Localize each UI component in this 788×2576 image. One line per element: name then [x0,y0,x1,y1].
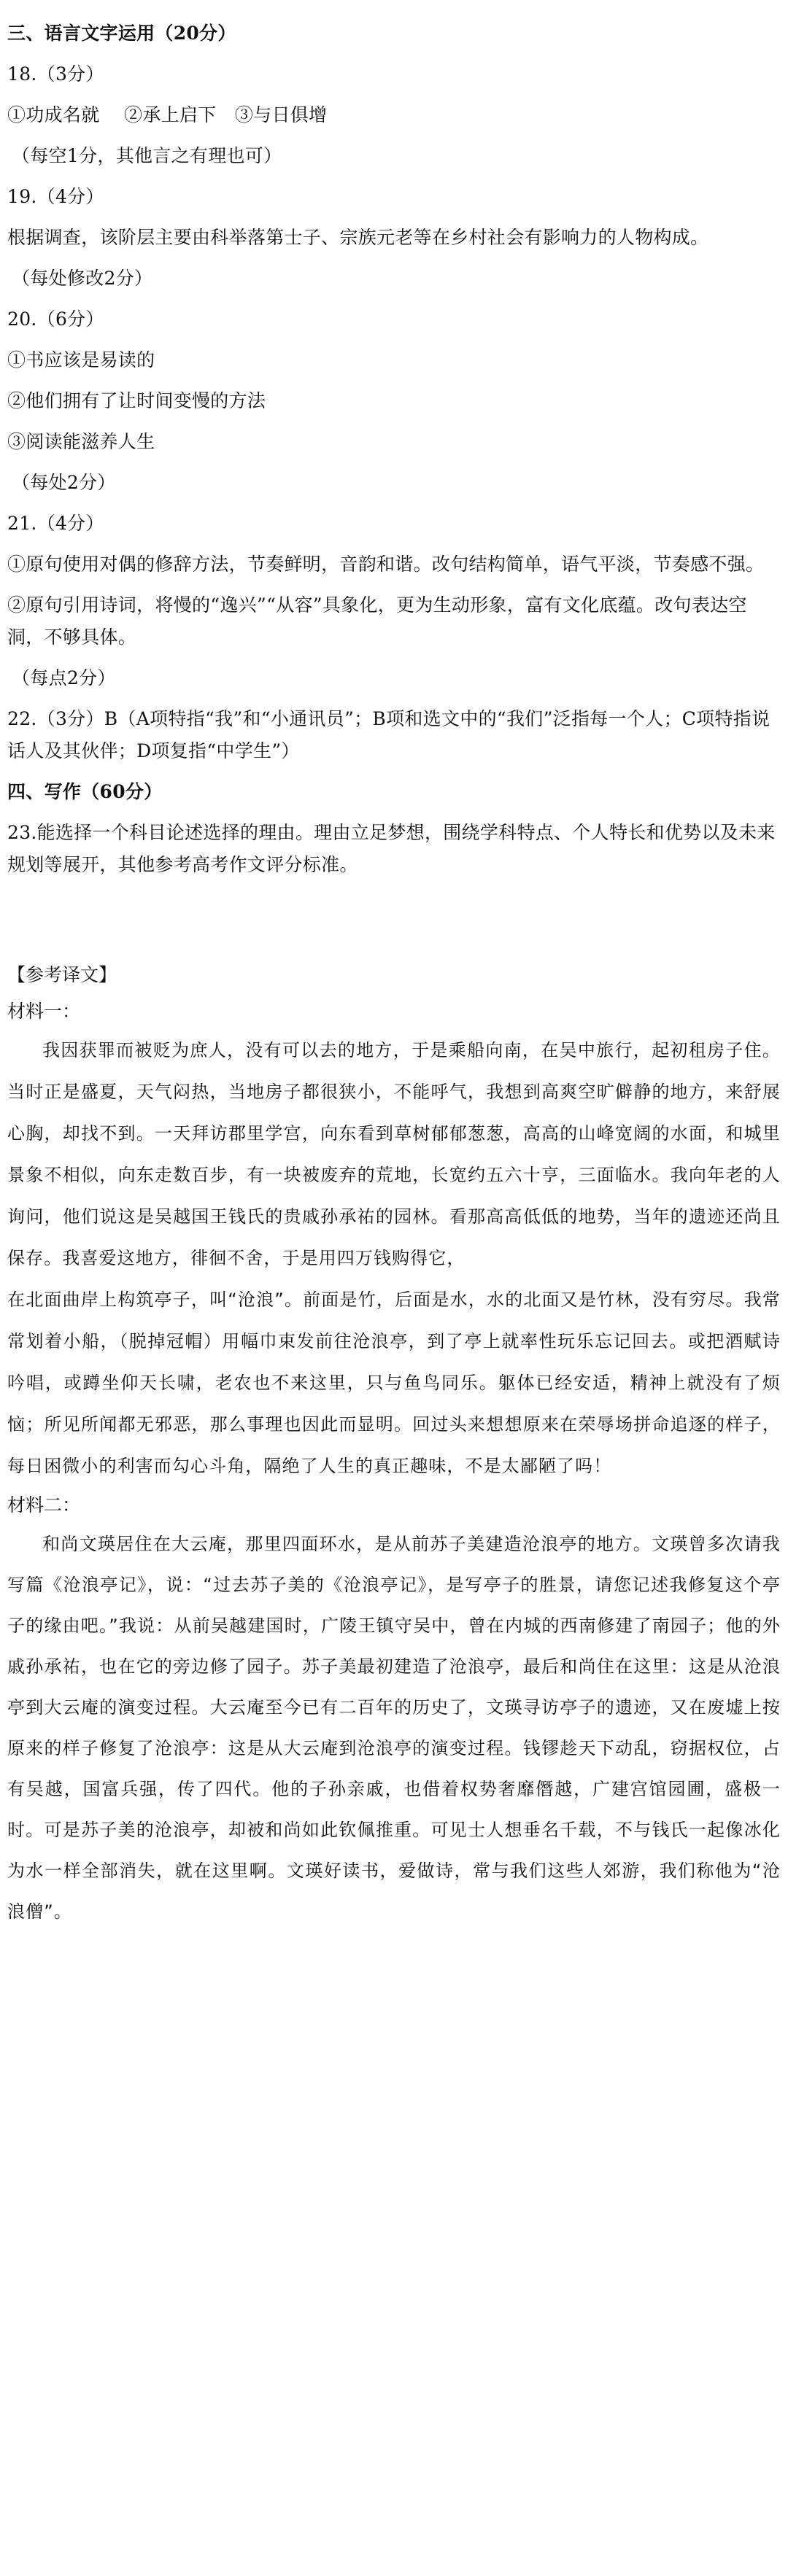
q20-answer-3: ③阅读能滋养人生 [7,431,155,452]
answer-document [7,13,781,1932]
reference-translation [7,957,781,1932]
q21-note: （每点2分） [12,667,116,688]
q20-answer-1: ①书应该是易读的 [7,349,155,371]
material-2-label: 材料二： [7,1494,81,1516]
material-1-paragraph-2: 在北面曲岸上构筑亭子，叫“沧浪”。前面是竹，后面是水，水的北面又是竹林，没有穷尽。我常常划着小船，（脱掉冠帽）用幅巾束发前往沧浪亭，到了亭上就率性玩乐忘记回去。或把酒赋诗吟唱，或蹲坐仰天长啸，老农也不来这里，只与鱼鸟同乐。躯体已经安适，精神上就没有了烦恼；所见所闻都无邪恶，那么事理也因此而显明。回过头来想想原来在荣辱场拼命追逐的样子，每日困微小的利害而勾心斗角，隔绝了人生的真正趣味，不是太鄙陋了吗！ [7,1289,781,1476]
q21-answer-1: ①原句使用对偶的修辞方法，节奏鲜明，音韵和谐。改句结构简单，语气平淡，节奏感不强。 [7,554,765,575]
q18-answer: ①功成名就 ②承上启下 ③与日俱增 [7,104,328,125]
translation-title: 【参考译文】 [7,964,117,985]
q20-note: （每处2分） [12,472,116,493]
q20-number: 20.（6分） [7,309,104,330]
section4-title: 四、写作（60分） [7,781,163,802]
q19-number: 19.（4分） [7,186,104,207]
answer-key [7,13,781,881]
q21-answer-2: ②原句引用诗词，将慢的“逸兴”“从容”具象化，更为生动形象，富有文化底蕴。改句表达空洞，不够具体。 [7,594,747,648]
material-2-paragraph: 和尚文瑛居住在大云庵，那里四面环水，是从前苏子美建造沧浪亭的地方。文瑛曾多次请我写篇《沧浪亭记》，说：“过去苏子美的《沧浪亭记》，是写亭子的胜景，请您记述我修复这个亭子的缘由吧。”我说：从前吴越建国时，广陵王镇守吴中，曾在内城的西南修建了南园子；他的外戚孙承祐，也在它的旁边修了园子。苏子美最初建造了沧浪亭，最后和尚住在这里：这是从沧浪亭到大云庵的演变过程。大云庵至今已有二百年的历史了，文瑛寻访亭子的遗迹，又在废墟上按原来的样子修复了沧浪亭：这是从大云庵到沧浪亭的演变过程。钱镠趁天下动乱，窃据权位，占有吴越，国富兵强，传了四代。他的子孙亲戚，也借着权势奢靡僭越，广建宫馆园圃，盛极一时。可是苏子美的沧浪亭，却被和尚如此钦佩推重。可见士人想垂名千载，不与钱氏一起像冰化为水一样全部消失，就在这里啊。文瑛好读书，爱做诗，常与我们这些人郊游，我们称他为“沧浪僧”。 [7,1534,781,1922]
q18-number: 18.（3分） [7,63,104,85]
section3-title: 三、语言文字运用（20分） [7,23,236,44]
q21-number: 21.（4分） [7,513,104,534]
q19-answer: 根据调查，该阶层主要由科举落第士子、宗族元老等在乡村社会有影响力的人物构成。 [7,227,709,248]
material-1-paragraph-1: 我因获罪而被贬为庶人，没有可以去的地方，于是乘船向南，在吴中旅行，起初租房子住。当时正是盛夏，天气闷热，当地房子都很狭小，不能呼气，我想到高爽空旷僻静的地方，来舒展心胸，却找不到。一天拜访郡里学宫，向东看到草树郁郁葱葱，高高的山峰宽阔的水面，和城里景象不相似，向东走数百步，有一块被废弃的荒地，长宽约五六十亨，三面临水。我向年老的人询问，他们说这是吴越国王钱氏的贵戚孙承祐的园林。看那高高低低的地势，当年的遗迹还尚且保存。我喜爱这地方，徘徊不舍，于是用四万钱购得它， [7,1040,781,1268]
q22-answer: 22.（3分）B（A项特指“我”和“小通讯员”；B项和选文中的“我们”泛指每一个人；C项特指说话人及其伙伴；D项复指“中学生”） [7,708,770,761]
q23-answer: 23.能选择一个科目论述选择的理由。理由立足梦想，围绕学科特点、个人特长和优势以及未来规划等展开，其他参考高考作文评分标准。 [7,822,776,875]
q18-note: （每空1分，其他言之有理也可） [12,145,282,166]
q20-answer-2: ②他们拥有了让时间变慢的方法 [7,390,266,411]
q19-note: （每处修改2分） [12,268,153,289]
material-1-label: 材料一： [7,1001,81,1022]
